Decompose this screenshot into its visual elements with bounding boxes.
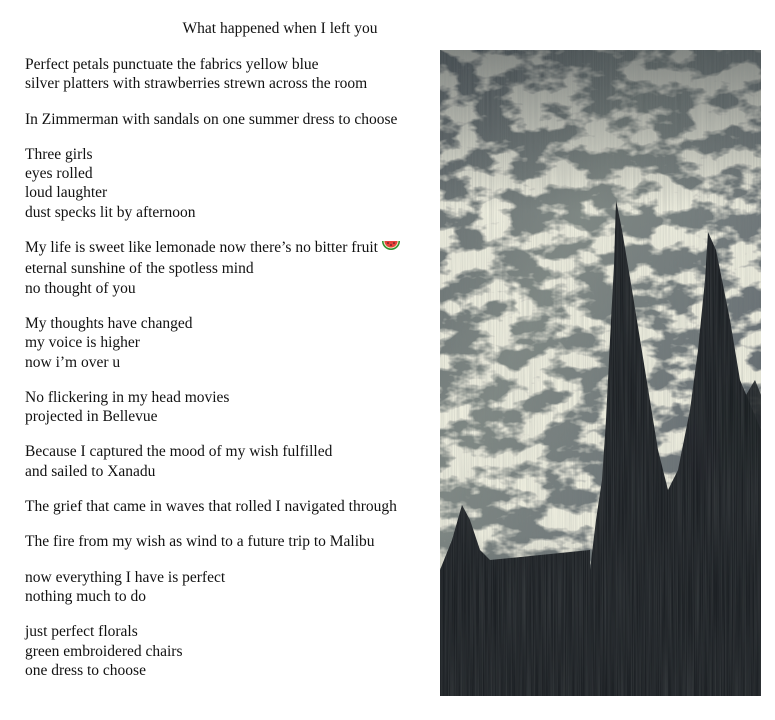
poem-line-text: In Zimmerman with sandals on one summer dress to choose	[25, 110, 398, 128]
poem-line-text: and sailed to Xanadu	[25, 462, 156, 480]
stanza	[25, 497, 435, 516]
poem-line-text: green embroidered chairs	[25, 642, 183, 660]
stanza	[25, 314, 435, 372]
poem-line-text: one dress to choose	[25, 661, 146, 679]
poem-line	[25, 388, 435, 407]
poem-line	[25, 532, 435, 551]
poem-line	[25, 587, 435, 606]
poem-line	[25, 661, 435, 680]
poem-line-text: now everything I have is perfect	[25, 568, 226, 586]
poem-line-text: my voice is higher	[25, 334, 140, 352]
stanza	[25, 622, 435, 680]
poem-line-text: The fire from my wish as wind to a future trip to Malibu	[25, 533, 375, 551]
poem-line	[25, 55, 435, 74]
poem-line	[25, 279, 435, 298]
poem-line-text: Three girls	[25, 145, 93, 163]
stanza	[25, 568, 435, 607]
poem-line-text: no thought of you	[25, 279, 136, 297]
poem-title: What happened when I left you	[182, 20, 378, 37]
poem-line	[25, 462, 435, 481]
poem-line	[25, 203, 435, 222]
poem-line	[25, 110, 435, 129]
poem-line-text: now i’m over u	[25, 353, 121, 371]
stanza	[25, 55, 435, 94]
poem-line	[25, 314, 435, 333]
poem-line	[25, 74, 435, 93]
poem-line-text: No flickering in my head movies	[25, 388, 230, 406]
stanza	[25, 110, 435, 129]
poem-line	[25, 183, 435, 202]
poem-line	[25, 622, 435, 641]
poem-line	[25, 442, 435, 461]
poem-line	[25, 238, 435, 259]
poem-line	[25, 259, 435, 278]
poem-line-text: dust specks lit by afternoon	[25, 203, 196, 221]
poem-line	[25, 568, 435, 587]
poem-line-text: The grief that came in waves that rolled I navigated through	[25, 498, 397, 516]
poem-line-text: nothing much to do	[25, 587, 146, 605]
photo-illustration	[440, 50, 761, 696]
stanza	[25, 442, 435, 481]
poem-line	[25, 497, 435, 516]
stanza	[25, 238, 435, 298]
poem-line-text: eternal sunshine of the spotless mind	[25, 260, 254, 278]
poem-line	[25, 642, 435, 661]
poem-line-text: Because I captured the mood of my wish fulfilled	[25, 443, 333, 461]
cloudy-sky-church-photo	[440, 50, 761, 696]
watermelon-icon	[381, 238, 401, 259]
stanza	[25, 388, 435, 427]
stanza	[25, 532, 435, 551]
poem-line-text: loud laughter	[25, 184, 108, 202]
poem-line	[25, 164, 435, 183]
poem-line-text: silver platters with strawberries strewn across the room	[25, 75, 368, 93]
poem-line	[25, 407, 435, 426]
poem-line-text: Perfect petals punctuate the fabrics yellow blue	[25, 56, 319, 73]
poem-line	[25, 353, 435, 372]
poem-line	[25, 145, 435, 164]
poem-line	[25, 333, 435, 352]
poem-line-text: My thoughts have changed	[25, 314, 193, 332]
poem-body	[25, 55, 435, 696]
poem-line-text: just perfect florals	[25, 623, 138, 641]
poem-line-text: My life is sweet like lemonade now there’s no bitter fruit	[25, 239, 378, 257]
poem-line-text: projected in Bellevue	[25, 408, 158, 426]
poem-line-text: eyes rolled	[25, 165, 93, 183]
stanza	[25, 145, 435, 222]
